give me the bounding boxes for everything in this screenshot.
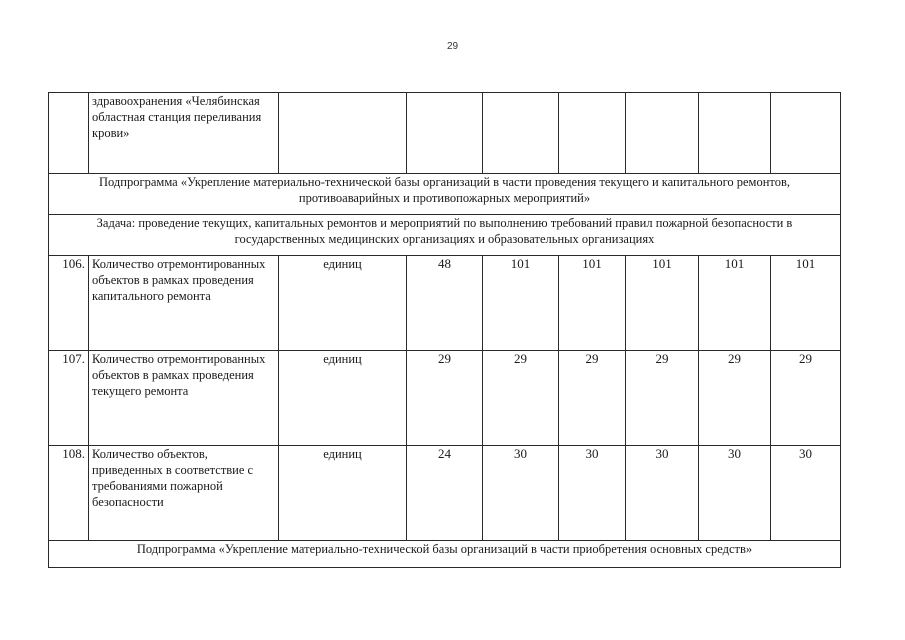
- indicator-name-cell: Количество отремонтированных объектов в рамках проведения капитального ремонта: [89, 256, 279, 351]
- row-number-cell: [49, 93, 89, 174]
- table-row: [49, 93, 841, 174]
- value-cell: 30: [483, 446, 559, 541]
- value-cell: 30: [559, 446, 626, 541]
- value-cell: 29: [483, 351, 559, 446]
- value-cell: [771, 93, 841, 174]
- unit-cell: [279, 93, 407, 174]
- value-cell: 30: [699, 446, 771, 541]
- task-heading: Задача: проведение текущих, капитальных ремонтов и мероприятий по выполнению требований правил пожарной безопасности в государственных медицинских организациях и образовательных организациях: [49, 215, 841, 256]
- table-row: [49, 446, 841, 541]
- indicator-name-cell: Количество объектов, приведенных в соответствие с требованиями пожарной безопасности: [89, 446, 279, 541]
- table-row: [49, 256, 841, 351]
- subprogram-heading: Подпрограмма «Укрепление материально-технической базы организаций в части проведения текущего и капитального ремонтов, противоаварийных и противопожарных мероприятий»: [49, 174, 841, 215]
- task-heading-row: [49, 215, 841, 256]
- value-cell: 29: [407, 351, 483, 446]
- value-cell: 101: [699, 256, 771, 351]
- value-cell: 30: [626, 446, 699, 541]
- value-cell: 101: [771, 256, 841, 351]
- value-cell: 101: [626, 256, 699, 351]
- value-cell: [559, 93, 626, 174]
- indicator-name-cell: Количество отремонтированных объектов в рамках проведения текущего ремонта: [89, 351, 279, 446]
- row-number-cell: 107.: [49, 351, 89, 446]
- value-cell: [407, 93, 483, 174]
- value-cell: 29: [771, 351, 841, 446]
- subprogram-heading-row: [49, 541, 841, 568]
- table-row: [49, 351, 841, 446]
- value-cell: 29: [699, 351, 771, 446]
- value-cell: 24: [407, 446, 483, 541]
- value-cell: [626, 93, 699, 174]
- value-cell: 101: [483, 256, 559, 351]
- value-cell: 29: [626, 351, 699, 446]
- page-number: 29: [446, 41, 459, 52]
- subprogram-heading: Подпрограмма «Укрепление материально-технической базы организаций в части приобретения основных средств»: [49, 541, 841, 568]
- unit-cell: единиц: [279, 446, 407, 541]
- value-cell: [699, 93, 771, 174]
- value-cell: [483, 93, 559, 174]
- indicator-name-cell: здравоохранения «Челябинская областная станция переливания крови»: [89, 93, 279, 174]
- subprogram-heading-row: [49, 174, 841, 215]
- value-cell: 48: [407, 256, 483, 351]
- value-cell: 101: [559, 256, 626, 351]
- unit-cell: единиц: [279, 256, 407, 351]
- indicators-table: [48, 92, 841, 568]
- unit-cell: единиц: [279, 351, 407, 446]
- row-number-cell: 106.: [49, 256, 89, 351]
- row-number-cell: 108.: [49, 446, 89, 541]
- value-cell: 30: [771, 446, 841, 541]
- value-cell: 29: [559, 351, 626, 446]
